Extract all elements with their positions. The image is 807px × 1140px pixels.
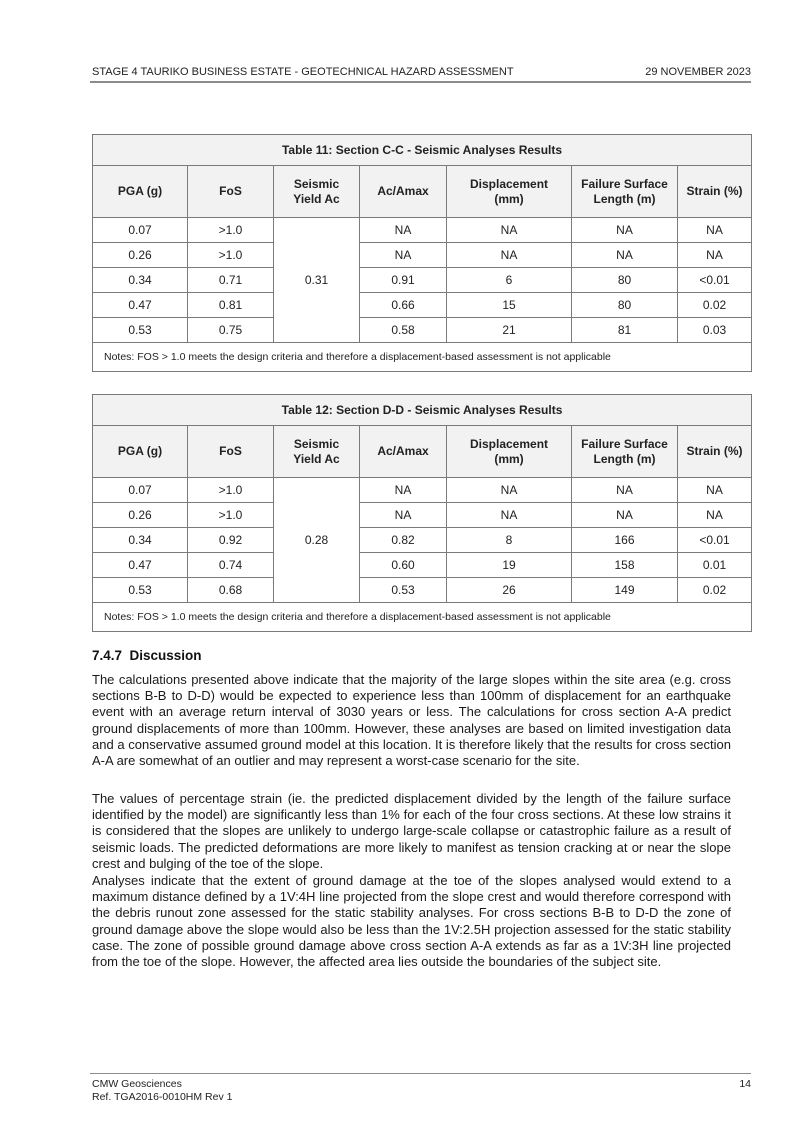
cell-failure-length: 80 bbox=[572, 268, 678, 293]
header-rule bbox=[90, 81, 751, 83]
cell-pga: 0.07 bbox=[93, 478, 188, 503]
paragraph: The calculations presented above indicate that the majority of the large slopes within the site area (e.g. cross sections B-B to D-D) would be expected to experience less than 100mm of displacement for an earthquake event with an average return interval of 3030 years or less. The calculations for cross section A-A predict ground displacements of more than 100mm. However, these analyses are based on limited investigation data and a conservative assumed ground model at this location. It is therefore likely that the results for cross section A-A are somewhat of an outlier and may represent a worst-case scenario for the site. bbox=[92, 672, 731, 769]
cell-strain: 0.02 bbox=[678, 293, 752, 318]
cell-displacement: 21 bbox=[447, 318, 572, 343]
table-caption: Table 11: Section C-C - Seismic Analyses Results bbox=[93, 135, 752, 166]
header-line: Length (m) bbox=[593, 191, 656, 206]
column-header-displacement bbox=[447, 166, 572, 218]
table-row bbox=[93, 218, 752, 243]
cell-ac-amax: NA bbox=[360, 218, 447, 243]
page-number: 14 bbox=[739, 1078, 751, 1090]
column-header-failure-length bbox=[572, 166, 678, 218]
cell-failure-length: 149 bbox=[572, 578, 678, 603]
cell-fos: 0.74 bbox=[188, 553, 274, 578]
cell-ac-amax: 0.60 bbox=[360, 553, 447, 578]
column-header-seismic-yield bbox=[274, 426, 360, 478]
cell-displacement: NA bbox=[447, 243, 572, 268]
cell-failure-length: 81 bbox=[572, 318, 678, 343]
cell-strain: 0.03 bbox=[678, 318, 752, 343]
cell-displacement: NA bbox=[447, 478, 572, 503]
footer-company: CMW Geosciences bbox=[92, 1078, 182, 1090]
cell-strain: NA bbox=[678, 478, 752, 503]
table-row bbox=[93, 553, 752, 578]
document-title: STAGE 4 TAURIKO BUSINESS ESTATE - GEOTECHNICAL HAZARD ASSESSMENT bbox=[92, 66, 514, 78]
cell-strain: NA bbox=[678, 243, 752, 268]
cell-seismic-yield-ac: 0.28 bbox=[274, 478, 360, 603]
cell-pga: 0.47 bbox=[93, 293, 188, 318]
column-header-strain: Strain (%) bbox=[678, 426, 752, 478]
cell-pga: 0.34 bbox=[93, 268, 188, 293]
document-date: 29 NOVEMBER 2023 bbox=[645, 66, 751, 78]
cell-strain: 0.02 bbox=[678, 578, 752, 603]
cell-pga: 0.53 bbox=[93, 318, 188, 343]
running-header bbox=[92, 66, 751, 81]
column-header-ac-amax: Ac/Amax bbox=[360, 166, 447, 218]
cell-fos: 0.68 bbox=[188, 578, 274, 603]
header-line: Yield Ac bbox=[293, 451, 340, 466]
cell-fos: >1.0 bbox=[188, 218, 274, 243]
table-caption: Table 12: Section D-D - Seismic Analyses Results bbox=[93, 395, 752, 426]
header-line: Displacement bbox=[469, 176, 549, 191]
cell-pga: 0.47 bbox=[93, 553, 188, 578]
table-row bbox=[93, 528, 752, 553]
header-line: Failure Surface bbox=[581, 176, 668, 191]
header-line: Seismic bbox=[293, 436, 340, 451]
cell-ac-amax: 0.66 bbox=[360, 293, 447, 318]
cell-displacement: 6 bbox=[447, 268, 572, 293]
table-row bbox=[93, 503, 752, 528]
cell-displacement: NA bbox=[447, 218, 572, 243]
header-line: Length (m) bbox=[593, 451, 656, 466]
cell-displacement: 19 bbox=[447, 553, 572, 578]
table-row bbox=[93, 268, 752, 293]
footer-rule bbox=[90, 1073, 751, 1074]
cell-failure-length: 166 bbox=[572, 528, 678, 553]
cell-strain: 0.01 bbox=[678, 553, 752, 578]
cell-ac-amax: NA bbox=[360, 478, 447, 503]
table-notes: Notes: FOS > 1.0 meets the design criteria and therefore a displacement-based assessment is not applicable bbox=[93, 603, 752, 632]
paragraph: The values of percentage strain (ie. the predicted displacement divided by the length of the failure surface identified by the model) are significantly less than 1% for each of the four cross sections. At these low strains it is considered that the slopes are unlikely to undergo large-scale collapse or catastrophic failure as a result of seismic loads. The predicted deformations are more likely to manifest as tension cracking at or near the slope crest and bulging of the toe of the slope. bbox=[92, 791, 731, 871]
cell-pga: 0.53 bbox=[93, 578, 188, 603]
footer-reference: Ref. TGA2016-0010HM Rev 1 bbox=[92, 1090, 233, 1103]
cell-failure-length: NA bbox=[572, 218, 678, 243]
column-header-fos: FoS bbox=[188, 426, 274, 478]
column-header-fos: FoS bbox=[188, 166, 274, 218]
table-row bbox=[93, 578, 752, 603]
header-line: Displacement bbox=[469, 436, 549, 451]
column-header-ac-amax: Ac/Amax bbox=[360, 426, 447, 478]
cell-strain: <0.01 bbox=[678, 268, 752, 293]
cell-strain: NA bbox=[678, 218, 752, 243]
column-header-strain: Strain (%) bbox=[678, 166, 752, 218]
cell-failure-length: NA bbox=[572, 503, 678, 528]
header-line: Failure Surface bbox=[581, 436, 668, 451]
cell-strain: <0.01 bbox=[678, 528, 752, 553]
cell-displacement: 26 bbox=[447, 578, 572, 603]
cell-displacement: 15 bbox=[447, 293, 572, 318]
cell-seismic-yield-ac: 0.31 bbox=[274, 218, 360, 343]
cell-failure-length: NA bbox=[572, 478, 678, 503]
cell-fos: 0.81 bbox=[188, 293, 274, 318]
cell-pga: 0.34 bbox=[93, 528, 188, 553]
table-12-section-d-d bbox=[92, 394, 752, 632]
column-header-failure-length bbox=[572, 426, 678, 478]
cell-displacement: NA bbox=[447, 503, 572, 528]
column-header-pga: PGA (g) bbox=[93, 166, 188, 218]
cell-ac-amax: 0.91 bbox=[360, 268, 447, 293]
header-line: Seismic bbox=[293, 176, 340, 191]
cell-ac-amax: NA bbox=[360, 243, 447, 268]
column-header-displacement bbox=[447, 426, 572, 478]
cell-failure-length: 80 bbox=[572, 293, 678, 318]
header-line: (mm) bbox=[494, 451, 524, 466]
cell-fos: 0.71 bbox=[188, 268, 274, 293]
paragraph: Analyses indicate that the extent of ground damage at the toe of the slopes analysed would extend to a maximum distance defined by a 1V:4H line projected from the slope crest and would therefore correspond with the debris runout zone assessed for the static stability analyses. For cross sections B-B to D-D the zone of ground damage above the slope would also be less than the 1V:2.5H projection assessed for the static stability case. The zone of possible ground damage above cross section A-A extends as far as a 1V:3H line projected from the toe of the slope. However, the affected area lies outside the boundaries of the subject site. bbox=[92, 873, 731, 970]
cell-failure-length: NA bbox=[572, 243, 678, 268]
cell-ac-amax: 0.53 bbox=[360, 578, 447, 603]
cell-fos: >1.0 bbox=[188, 503, 274, 528]
cell-ac-amax: 0.58 bbox=[360, 318, 447, 343]
cell-fos: >1.0 bbox=[188, 478, 274, 503]
section-heading: 7.4.7 Discussion bbox=[92, 648, 202, 663]
cell-pga: 0.26 bbox=[93, 503, 188, 528]
header-line: Yield Ac bbox=[293, 191, 340, 206]
cell-fos: >1.0 bbox=[188, 243, 274, 268]
cell-strain: NA bbox=[678, 503, 752, 528]
table-row bbox=[93, 243, 752, 268]
cell-ac-amax: NA bbox=[360, 503, 447, 528]
header-line: (mm) bbox=[494, 191, 524, 206]
cell-fos: 0.92 bbox=[188, 528, 274, 553]
table-row bbox=[93, 293, 752, 318]
cell-failure-length: 158 bbox=[572, 553, 678, 578]
table-notes: Notes: FOS > 1.0 meets the design criteria and therefore a displacement-based assessment is not applicable bbox=[93, 343, 752, 372]
table-11-section-c-c bbox=[92, 134, 752, 372]
column-header-seismic-yield bbox=[274, 166, 360, 218]
cell-pga: 0.07 bbox=[93, 218, 188, 243]
table-row bbox=[93, 318, 752, 343]
column-header-pga: PGA (g) bbox=[93, 426, 188, 478]
cell-pga: 0.26 bbox=[93, 243, 188, 268]
table-row bbox=[93, 478, 752, 503]
cell-fos: 0.75 bbox=[188, 318, 274, 343]
cell-displacement: 8 bbox=[447, 528, 572, 553]
footer bbox=[92, 1078, 232, 1103]
cell-ac-amax: 0.82 bbox=[360, 528, 447, 553]
